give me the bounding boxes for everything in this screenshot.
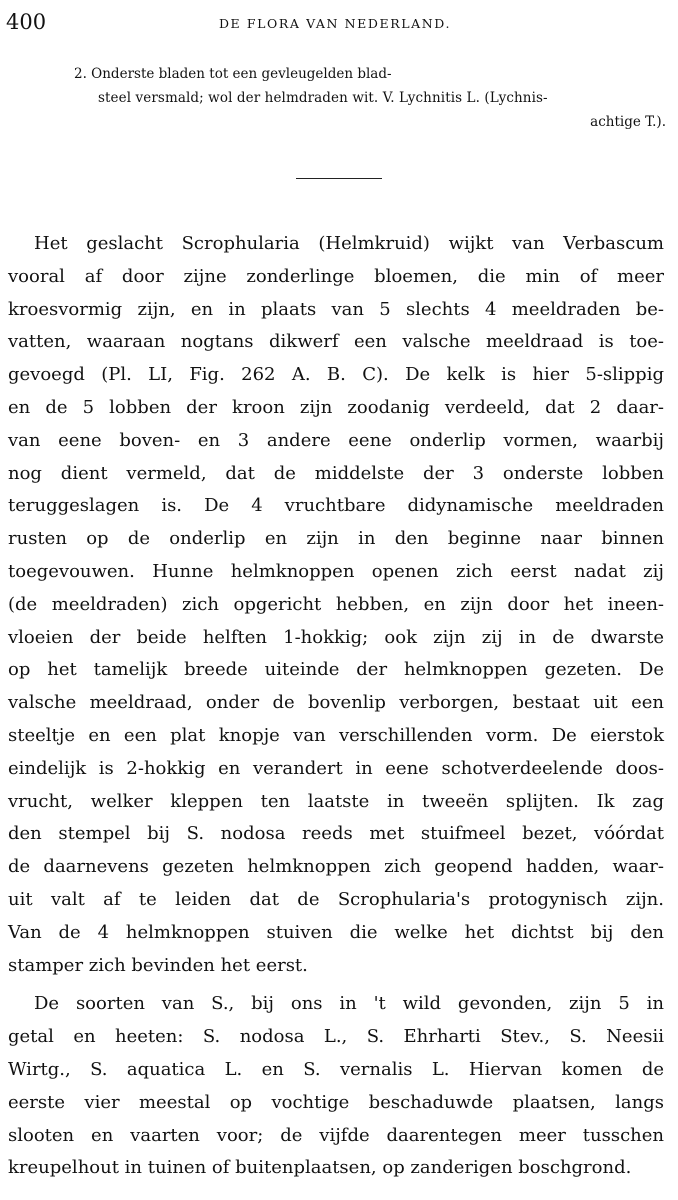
- body-text: [8, 228, 664, 1185]
- text-line: vloeien der beide helften 1-hokkig; ook zijn zij in de dwarste: [8, 626, 664, 648]
- text-line: en de 5 lobben der kroon zijn zoodanig verdeeld, dat 2 daar-: [8, 396, 664, 418]
- text-line: steeltje en een plat knopje van verschillenden vorm. De eierstok: [8, 724, 664, 746]
- text-line: vatten, waaraan nogtans dikwerf een valsche meeldraad is toe-: [8, 331, 664, 353]
- section-divider: [296, 178, 382, 179]
- page-number: 400: [6, 10, 47, 34]
- running-head: DE FLORA VAN NEDERLAND.: [218, 16, 452, 31]
- text-line: nog dient vermeld, dat de middelste der 3 onderste lobben: [8, 462, 664, 484]
- text-line: (de meeldraden) zich opgericht hebben, en zijn door het ineen-: [8, 593, 664, 615]
- paragraph-scrophularia-description: [8, 228, 664, 982]
- key-line: achtige T.).: [590, 114, 666, 130]
- text-line: de daarnevens gezeten helmknoppen zich geopend hadden, waar-: [8, 856, 664, 878]
- text-line: van eene boven- en 3 andere eene onderlip vormen, waarbij: [8, 429, 664, 451]
- text-line: Van de 4 helmknoppen stuiven die welke het dichtst bij den: [8, 921, 664, 943]
- text-line: uit valt af te leiden dat de Scrophularia's protogynisch zijn.: [8, 888, 664, 910]
- text-line: kroesvormig zijn, en in plaats van 5 slechts 4 meeldraden be-: [8, 298, 664, 320]
- paragraph-species-list: [8, 988, 664, 1185]
- text-line: eindelijk is 2-hokkig en verandert in eene schotverdeelende doos-: [8, 757, 664, 779]
- key-line: 2. Onderste bladen tot een gevleugelden blad-: [74, 66, 392, 82]
- text-line: valsche meeldraad, onder de bovenlip verborgen, bestaat uit een: [8, 692, 664, 714]
- text-line: toegevouwen. Hunne helmknoppen openen zich eerst nadat zij: [8, 560, 664, 582]
- text-line: teruggeslagen is. De 4 vruchtbare didynamische meeldraden: [8, 495, 664, 517]
- text-line: eerste vier meestal op vochtige beschaduwde plaatsen, langs: [8, 1091, 664, 1113]
- text-line: gevoegd (Pl. LI, Fig. 262 A. B. C). De kelk is hier 5-slippig: [8, 364, 664, 386]
- key-line: steel versmald; wol der helmdraden wit. V. Lychnitis L. (Lychnis-: [98, 90, 548, 106]
- text-line: getal en heeten: S. nodosa L., S. Ehrharti Stev., S. Neesii: [8, 1026, 664, 1048]
- page-header: [6, 10, 664, 34]
- text-line: den stempel bij S. nodosa reeds met stuifmeel bezet, vóórdat: [8, 823, 664, 845]
- text-line: Wirtg., S. aquatica L. en S. vernalis L. Hiervan komen de: [8, 1058, 664, 1080]
- text-line: vooral af door zijne zonderlinge bloemen, die min of meer: [8, 265, 664, 287]
- text-line: vrucht, welker kleppen ten laatste in tweeën splijten. Ik zag: [8, 790, 664, 812]
- text-line: slooten en vaarten voor; de vijfde daarentegen meer tusschen: [8, 1124, 664, 1146]
- text-line: rusten op de onderlip en zijn in den beginne naar binnen: [8, 528, 664, 550]
- text-line: Het geslacht Scrophularia (Helmkruid) wijkt van Verbascum: [34, 233, 664, 254]
- text-line: op het tamelijk breede uiteinde der helmknoppen gezeten. De: [8, 659, 664, 681]
- text-line: stamper zich bevinden het eerst.: [8, 954, 308, 976]
- identification-key-entry: [74, 62, 670, 134]
- text-line: kreupelhout in tuinen of buitenplaatsen, op zanderigen boschgrond.: [8, 1157, 632, 1179]
- text-line: De soorten van S., bij ons in 't wild gevonden, zijn 5 in: [34, 993, 664, 1015]
